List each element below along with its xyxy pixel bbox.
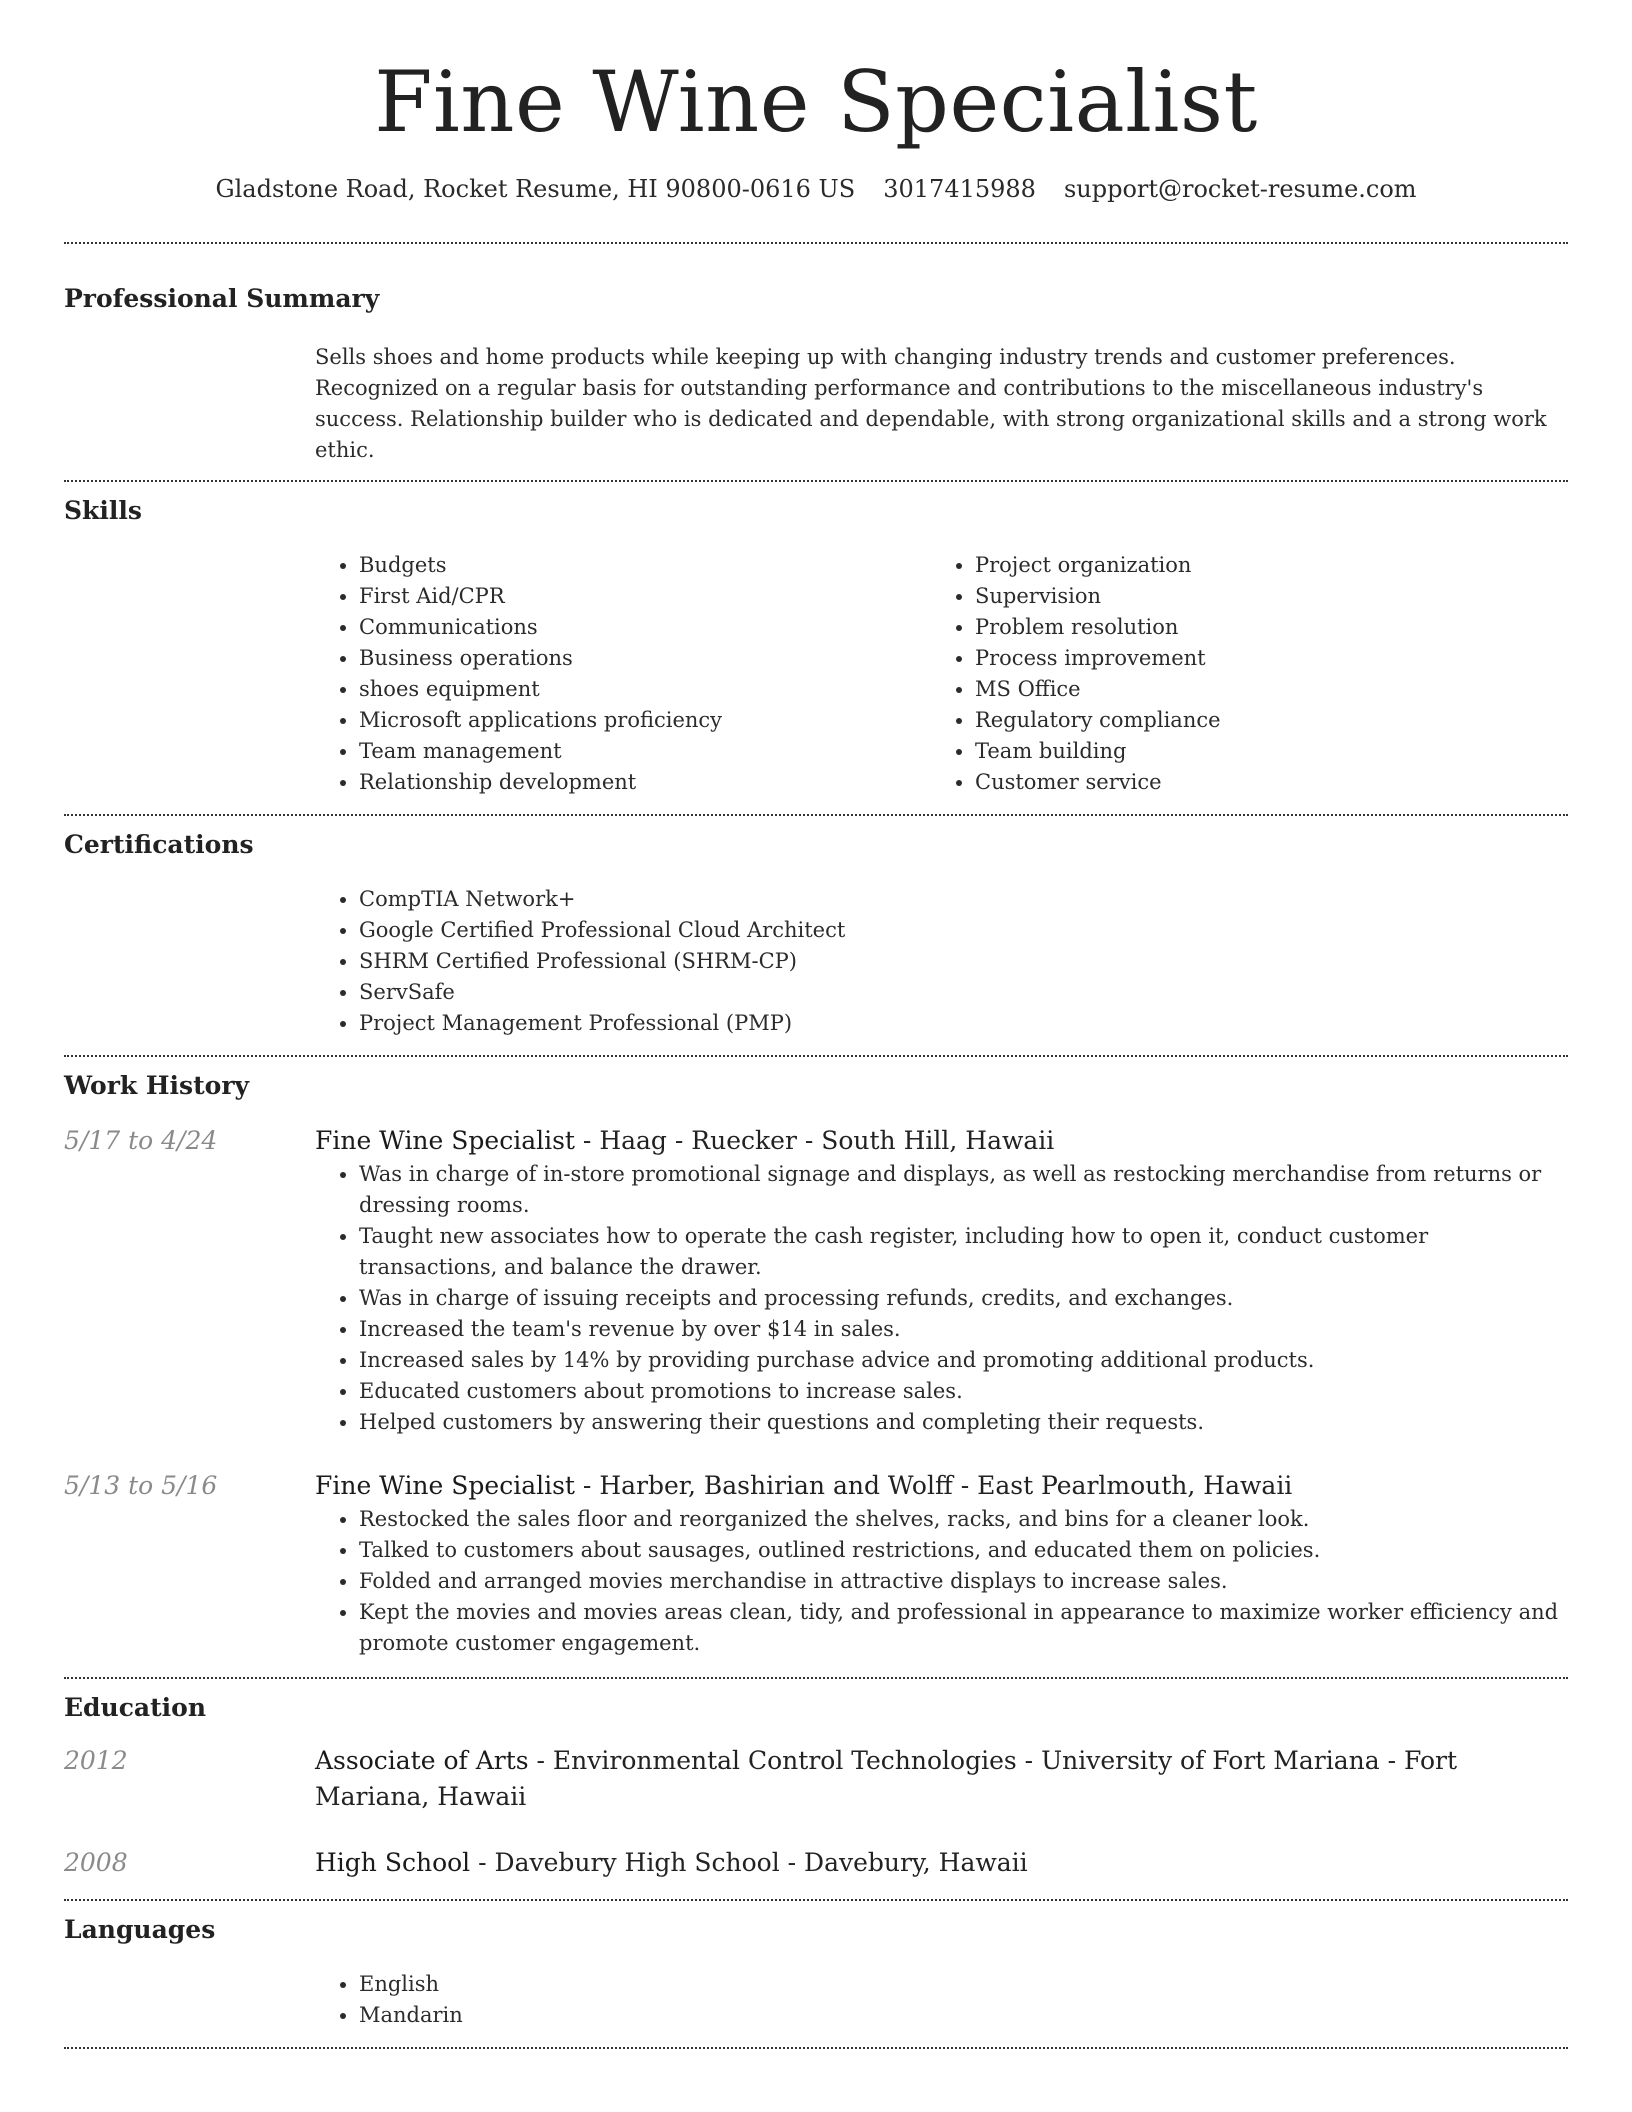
skill-item: • Communications xyxy=(359,612,931,643)
skills-column-left xyxy=(315,550,931,798)
job-content xyxy=(315,1468,1568,1659)
section-title-education: Education xyxy=(64,1693,207,1722)
job-bullet: • Kept the movies and movies areas clean, tidy, and professional in appearance to maximize worker efficiency and promote customer engagement. xyxy=(359,1597,1568,1659)
education-degree: Associate of Arts xyxy=(315,1746,529,1775)
section-title-languages: Languages xyxy=(64,1915,216,1944)
language-item: • Mandarin xyxy=(359,2000,1568,2031)
job-dates: 5/13 to 5/16 xyxy=(64,1471,218,1500)
work-history-section xyxy=(64,1057,1568,1677)
skills-section xyxy=(64,482,1568,814)
job-bullet: • Folded and arranged movies merchandise in attractive displays to increase sales. xyxy=(359,1566,1568,1597)
section-title-certifications: Certifications xyxy=(64,830,254,859)
skills-column-right xyxy=(931,550,1221,798)
contact-phone: 3017415988 xyxy=(883,175,1036,203)
certifications-section xyxy=(64,816,1568,1055)
languages-list xyxy=(315,1969,1568,2047)
section-title-summary: Professional Summary xyxy=(64,284,380,313)
job-employer-location: - Harber, Bashirian and Wolff - East Pearlmouth, Hawaii xyxy=(574,1471,1293,1500)
skill-item: • Project organization xyxy=(975,550,1221,581)
skill-item: • Customer service xyxy=(975,767,1221,798)
job-bullet: • Was in charge of issuing receipts and processing refunds, credits, and exchanges. xyxy=(359,1283,1568,1314)
education-degree: High School xyxy=(315,1848,471,1877)
education-heading xyxy=(315,1743,1568,1815)
certification-item: • ServSafe xyxy=(359,977,1568,1008)
job-bullet: • Restocked the sales floor and reorganized the shelves, racks, and bins for a cleaner look. xyxy=(359,1504,1568,1535)
contact-email: support@rocket-resume.com xyxy=(1063,175,1417,203)
section-title-work-history: Work History xyxy=(64,1071,250,1100)
skill-item: • Relationship development xyxy=(359,767,931,798)
job-title: Fine Wine Specialist xyxy=(315,1471,575,1500)
skill-item: • First Aid/CPR xyxy=(359,581,931,612)
job-bullet: • Was in charge of in-store promotional signage and displays, as well as restocking merchandise from returns or dressing rooms. xyxy=(359,1159,1568,1221)
job-entry xyxy=(64,1123,1568,1438)
summary-text: Sells shoes and home products while keeping up with changing industry trends and customer preferences. Recognized on a regular basis for outstanding performance and contributions to the miscellaneous industry's success. Relationship builder who is dedicated and dependable, with strong organizational skills and a strong work ethic. xyxy=(315,345,1547,462)
skill-item: • Team building xyxy=(975,736,1221,767)
education-heading xyxy=(315,1845,1028,1881)
certification-item: • CompTIA Network+ xyxy=(359,884,1568,915)
education-details: - Environmental Control Technologies - University of Fort Mariana - Fort Mariana, Hawaii xyxy=(315,1746,1457,1811)
education-year: 2012 xyxy=(64,1746,128,1775)
job-bullet: • Increased the team's revenue by over $14 in sales. xyxy=(359,1314,1568,1345)
contact-line xyxy=(64,172,1568,206)
skill-item: • Team management xyxy=(359,736,931,767)
languages-section xyxy=(64,1901,1568,2047)
candidate-name: Fine Wine Specialist xyxy=(374,53,1258,151)
education-year: 2008 xyxy=(64,1848,128,1877)
skills-columns xyxy=(315,550,1568,814)
job-content xyxy=(315,1123,1568,1438)
skill-item: • Supervision xyxy=(975,581,1221,612)
job-dates: 5/17 to 4/24 xyxy=(64,1126,218,1155)
skill-item: • Microsoft applications proficiency xyxy=(359,705,931,736)
job-bullet: • Educated customers about promotions to increase sales. xyxy=(359,1376,1568,1407)
job-bullets xyxy=(315,1504,1568,1659)
job-entry xyxy=(64,1468,1568,1659)
certification-item: • SHRM Certified Professional (SHRM-CP) xyxy=(359,946,1568,977)
job-heading xyxy=(315,1468,1568,1504)
skill-item: • Budgets xyxy=(359,550,931,581)
summary-section xyxy=(64,244,1568,480)
job-bullet: • Helped customers by answering their questions and completing their requests. xyxy=(359,1407,1568,1438)
education-details: - Davebury High School - Davebury, Hawaii xyxy=(470,1848,1028,1877)
skill-item: • Business operations xyxy=(359,643,931,674)
education-section xyxy=(64,1679,1568,1899)
job-bullet: • Taught new associates how to operate the cash register, including how to open it, conduct customer transactions, and balance the drawer. xyxy=(359,1221,1568,1283)
skill-item: • Problem resolution xyxy=(975,612,1221,643)
job-heading xyxy=(315,1123,1568,1159)
job-title: Fine Wine Specialist xyxy=(315,1126,575,1155)
language-item: • English xyxy=(359,1969,1568,2000)
job-bullet: • Talked to customers about sausages, outlined restrictions, and educated them on policies. xyxy=(359,1535,1568,1566)
contact-address: Gladstone Road, Rocket Resume, HI 90800-0616 US xyxy=(215,175,856,203)
skill-item: • MS Office xyxy=(975,674,1221,705)
divider xyxy=(64,2047,1568,2049)
education-entry xyxy=(64,1743,1568,1815)
job-bullet: • Increased sales by 14% by providing purchase advice and promoting additional products. xyxy=(359,1345,1568,1376)
skill-item: • Regulatory compliance xyxy=(975,705,1221,736)
skill-item: • Process improvement xyxy=(975,643,1221,674)
job-bullets xyxy=(315,1159,1568,1438)
job-employer-location: - Haag - Ruecker - South Hill, Hawaii xyxy=(574,1126,1055,1155)
certifications-list xyxy=(315,884,1568,1055)
education-entry xyxy=(64,1845,1568,1881)
certification-item: • Project Management Professional (PMP) xyxy=(359,1008,1568,1039)
skill-item: • shoes equipment xyxy=(359,674,931,705)
certification-item: • Google Certified Professional Cloud Architect xyxy=(359,915,1568,946)
section-title-skills: Skills xyxy=(64,496,142,525)
